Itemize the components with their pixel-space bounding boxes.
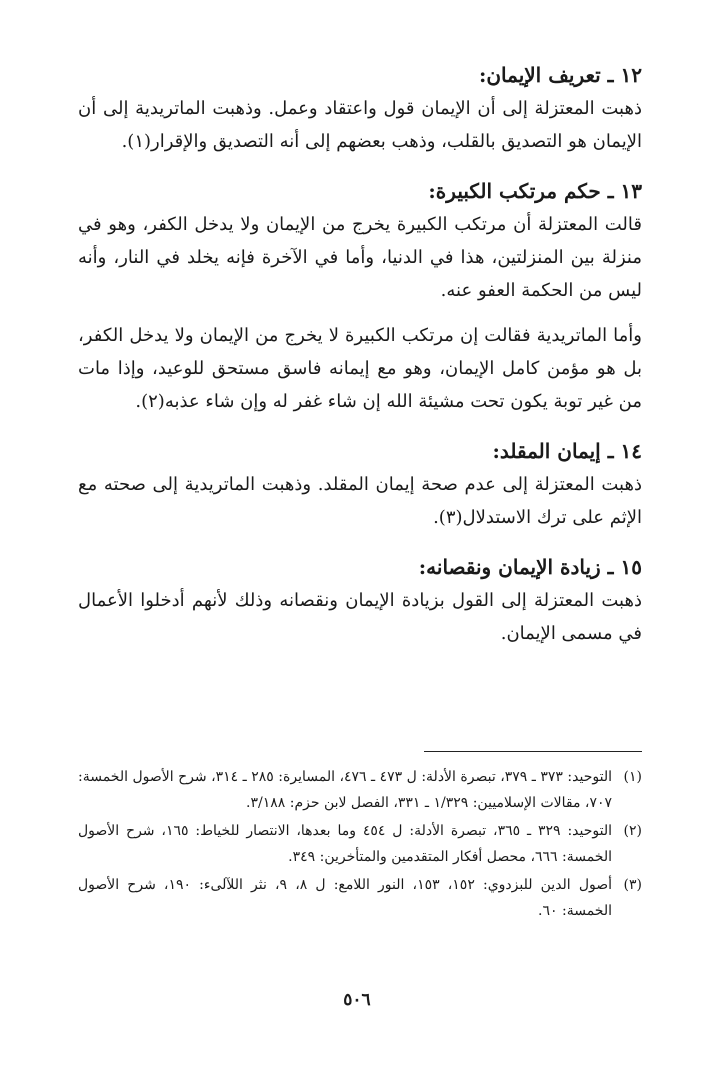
footnote — [78, 818, 642, 870]
section-major-sinner — [78, 174, 642, 418]
footnote-number: (٢) — [623, 823, 642, 839]
footnote-text: التوحيد: ٣٧٣ ـ ٣٧٩، تبصرة الأدلة: ل ٤٧٣ ـ ٤٧٦، المسايرة: ٢٨٥ ـ ٣١٤، شرح الأصول الخمسة: ٧٠٧، مقالات الإسلاميين: ١/٣٢٩ ـ ٣٣١، الفصل لابن حزم: ٣/١٨٨. — [78, 769, 612, 811]
section-title: ١٣ ـ حكم مرتكب الكبيرة: — [428, 179, 642, 203]
footnote — [78, 764, 642, 816]
paragraph: قالت المعتزلة أن مرتكب الكبيرة يخرج من الإيمان ولا يدخل الكفر، وهو في منزلة بين المنزلتين، هذا في الدنيا، وأما في الآخرة فإنه يخلد في النار، وأنه ليس من الحكمة العفو عنه. — [78, 214, 642, 301]
section-title: ١٥ ـ زيادة الإيمان ونقصانه: — [418, 555, 642, 579]
page-number: ٥٠٦ — [343, 990, 371, 1010]
footnote-text: التوحيد: ٣٢٩ ـ ٣٦٥، تبصرة الأدلة: ل ٤٥٤ وما بعدها، الانتصار للخياط: ١٦٥، شرح الأصول الخمسة: ٦٦٦، محصل أفكار المتقدمين والمتأخرين: ٣٤٩. — [78, 823, 612, 865]
section-faith-definition — [78, 58, 642, 158]
footnote-separator — [424, 751, 642, 752]
footnote-text: أصول الدين للبزدوي: ١٥٢، ١٥٣، النور اللامع: ل ٨، ٩، نثر اللآلىء: ١٩٠، شرح الأصول الخمسة: ٦٠. — [78, 877, 613, 919]
footnote-number: (٣) — [623, 877, 642, 893]
paragraph: ذهبت المعتزلة إلى أن الإيمان قول واعتقاد وعمل. وذهبت الماتريدية إلى أن الإيمان هو التصديق بالقلب، وذهب بعضهم إلى أنه التصديق والإقرار(١). — [78, 98, 642, 152]
section-title: ١٢ ـ تعريف الإيمان: — [478, 63, 642, 87]
footnote — [78, 872, 642, 924]
paragraph: وأما الماتريدية فقالت إن مرتكب الكبيرة لا يخرج من الإيمان ولا يدخل الكفر، بل هو مؤمن كامل الإيمان، وهو مع إيمانه فاسق مستحق للوعيد، وإذا مات من غير توبة يكون تحت مشيئة الله إن شاء غفر له وإن شاء عذبه(٢). — [78, 325, 642, 412]
footnotes — [78, 764, 642, 926]
section-title: ١٤ ـ إيمان المقلد: — [492, 439, 642, 463]
footnote-number: (١) — [623, 769, 642, 785]
paragraph: ذهبت المعتزلة إلى القول بزيادة الإيمان ونقصانه وذلك لأنهم أدخلوا الأعمال في مسمى الإيمان. — [78, 590, 642, 644]
section-faith-increase — [78, 550, 642, 650]
section-imitator-faith — [78, 434, 642, 534]
paragraph: ذهبت المعتزلة إلى عدم صحة إيمان المقلد. وذهبت الماتريدية إلى صحته مع الإثم على ترك الاستدلال(٣). — [78, 474, 642, 528]
main-text — [78, 58, 642, 666]
